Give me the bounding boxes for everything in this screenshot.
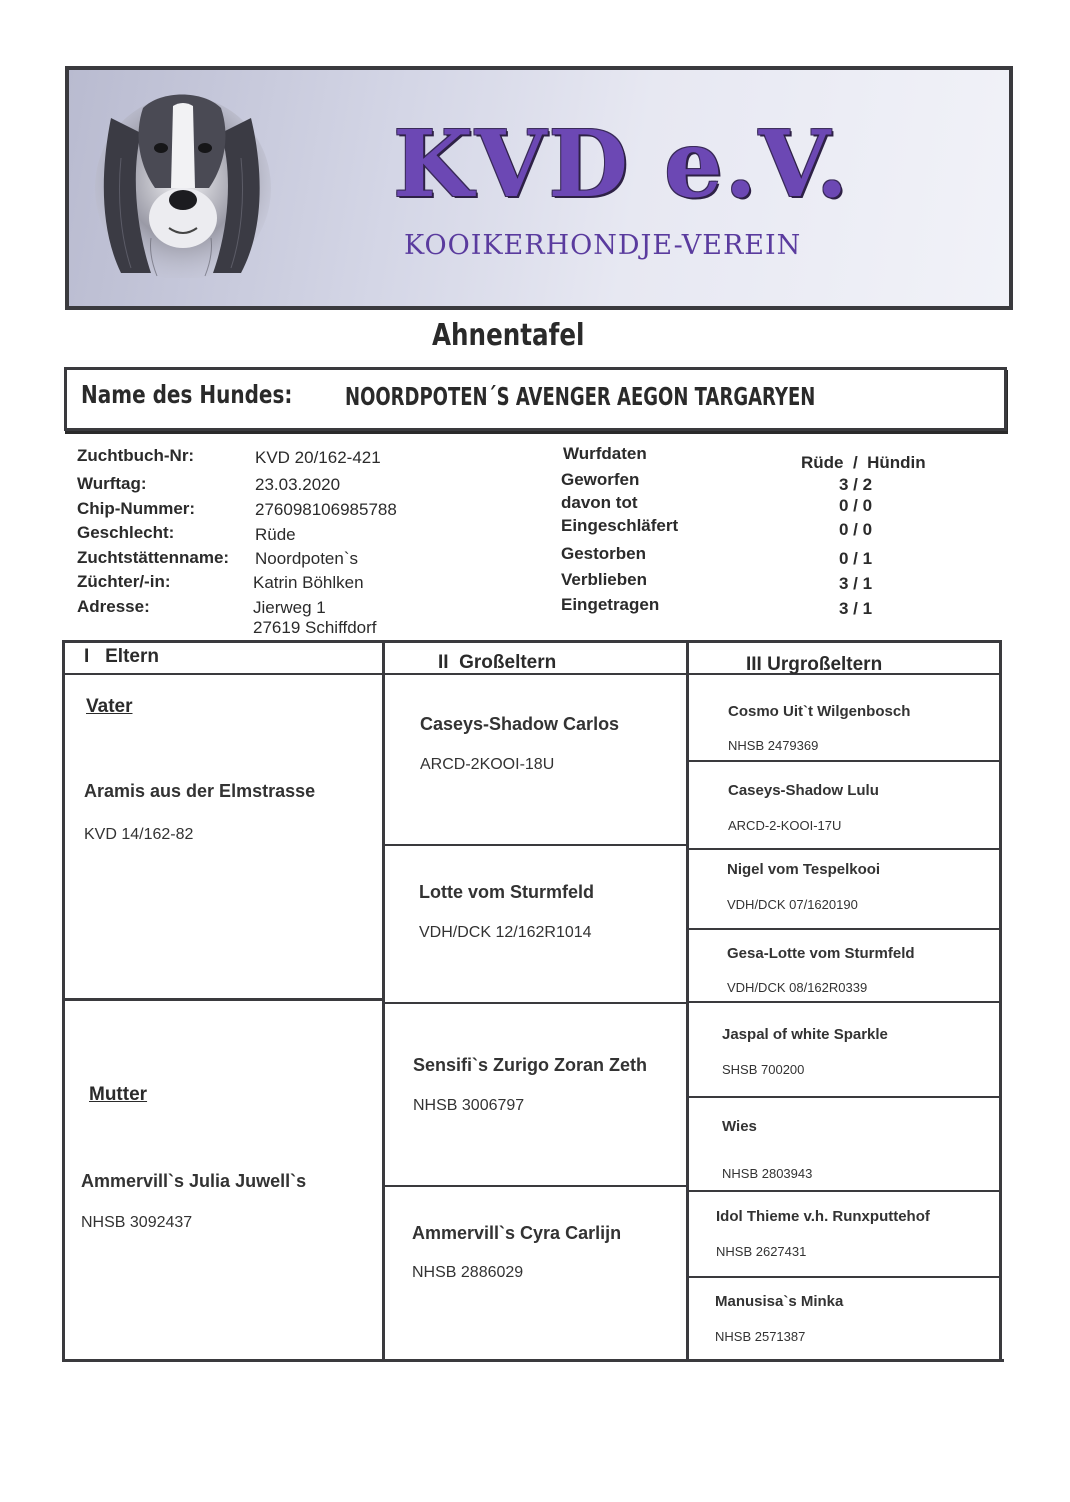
great-grandparent-reg: VDH/DCK 08/162R0339 (727, 980, 868, 995)
detail-value: Katrin Böhlken (253, 573, 364, 592)
detail-value-line2: 27619 Schiffdorf (253, 618, 377, 637)
great-grandparent-reg: NHSB 2479369 (728, 738, 819, 753)
litter-label: Verblieben (561, 570, 647, 589)
great-grandparent-name: Caseys-Shadow Lulu (728, 782, 879, 799)
great-grandparent-name: Jaspal of white Sparkle (722, 1026, 888, 1043)
dog-name-box (64, 367, 1007, 431)
great-grandparent-reg: NHSB 2571387 (715, 1329, 806, 1344)
detail-value: Rüde (255, 525, 296, 544)
litter-value: 0 / 1 (839, 549, 873, 568)
father-role-label: Vater (86, 696, 133, 717)
litter-label: davon tot (561, 493, 638, 512)
great-grandparent-reg: ARCD-2-KOOI-17U (728, 818, 842, 833)
detail-label: Chip-Nummer: (77, 499, 196, 518)
great-grandparent-name: Idol Thieme v.h. Runxputtehof (716, 1208, 930, 1225)
header-parents: I Eltern (84, 646, 159, 667)
org-name: KVD e.V. (393, 110, 851, 218)
great-grandparent-reg: NHSB 2627431 (716, 1244, 807, 1259)
great-grandparent-name: Wies (722, 1118, 757, 1135)
great-grandparent-reg: SHSB 700200 (722, 1062, 805, 1077)
litter-heading: Wurfdaten (563, 444, 647, 463)
header-great-grandparents: III Urgroßeltern (746, 654, 883, 675)
grandparent-reg: VDH/DCK 12/162R1014 (419, 924, 592, 941)
detail-label: Geschlecht: (77, 523, 175, 542)
grandparent-reg: NHSB 3006797 (413, 1097, 525, 1114)
header-grandparents: II Großeltern (438, 652, 557, 673)
detail-label: Adresse: (77, 597, 150, 616)
detail-value: KVD 20/162-421 (255, 448, 381, 467)
great-grandparent-name: Manusisa`s Minka (715, 1293, 844, 1310)
detail-label: Zuchtstättenname: (77, 548, 230, 567)
grandparent-reg: ARCD-2KOOI-18U (420, 756, 555, 773)
father-reg: KVD 14/162-82 (84, 826, 194, 843)
litter-value: 0 / 0 (839, 496, 873, 515)
litter-label: Eingetragen (561, 595, 660, 614)
grandparent-name: Sensifi`s Zurigo Zoran Zeth (413, 1055, 648, 1075)
litter-column-header: Rüde / Hündin (801, 453, 926, 472)
grandparent-reg: NHSB 2886029 (412, 1264, 524, 1281)
mother-reg: NHSB 3092437 (81, 1214, 193, 1231)
grandparent-name: Lotte vom Sturmfeld (419, 882, 595, 902)
great-grandparent-name: Gesa-Lotte vom Sturmfeld (727, 945, 915, 962)
dog-name-label: Name des Hundes: (81, 380, 293, 409)
great-grandparent-name: Nigel vom Tespelkooi (727, 861, 881, 878)
litter-label: Geworfen (561, 470, 640, 489)
great-grandparent-name: Cosmo Uit`t Wilgenbosch (728, 703, 911, 720)
dog-name-value: NOORDPOTEN´S AVENGER AEGON TARGARYEN (345, 382, 816, 411)
litter-label: Gestorben (561, 544, 647, 563)
father-name: Aramis aus der Elmstrasse (84, 781, 316, 801)
litter-value: 3 / 2 (839, 475, 873, 494)
grandparent-name: Caseys-Shadow Carlos (420, 714, 620, 734)
great-grandparent-reg: VDH/DCK 07/1620190 (727, 897, 858, 912)
detail-label: Züchter/-in: (77, 572, 171, 591)
pedigree-table (62, 640, 1002, 1364)
dog-portrait-image (91, 78, 271, 278)
litter-value: 3 / 1 (839, 574, 873, 593)
detail-value: Jierweg 1 (253, 598, 326, 617)
header-banner (65, 66, 1013, 310)
mother-name: Ammervill`s Julia Juwell`s (81, 1171, 307, 1191)
detail-value: 276098106985788 (255, 500, 397, 519)
detail-value: 23.03.2020 (255, 475, 341, 494)
litter-value: 0 / 0 (839, 520, 873, 539)
mother-role-label: Mutter (89, 1084, 148, 1105)
detail-value: Noordpoten`s (255, 549, 359, 568)
litter-value: 3 / 1 (839, 599, 873, 618)
detail-label: Zuchtbuch-Nr: (77, 446, 195, 465)
org-subtitle: KOOIKERHONDJE-VEREIN (404, 230, 802, 261)
grandparent-name: Ammervill`s Cyra Carlijn (412, 1223, 622, 1243)
document-title: Ahnentafel (432, 318, 585, 353)
great-grandparent-reg: NHSB 2803943 (722, 1166, 813, 1181)
litter-label: Eingeschläfert (561, 516, 679, 535)
detail-label: Wurftag: (77, 474, 147, 493)
